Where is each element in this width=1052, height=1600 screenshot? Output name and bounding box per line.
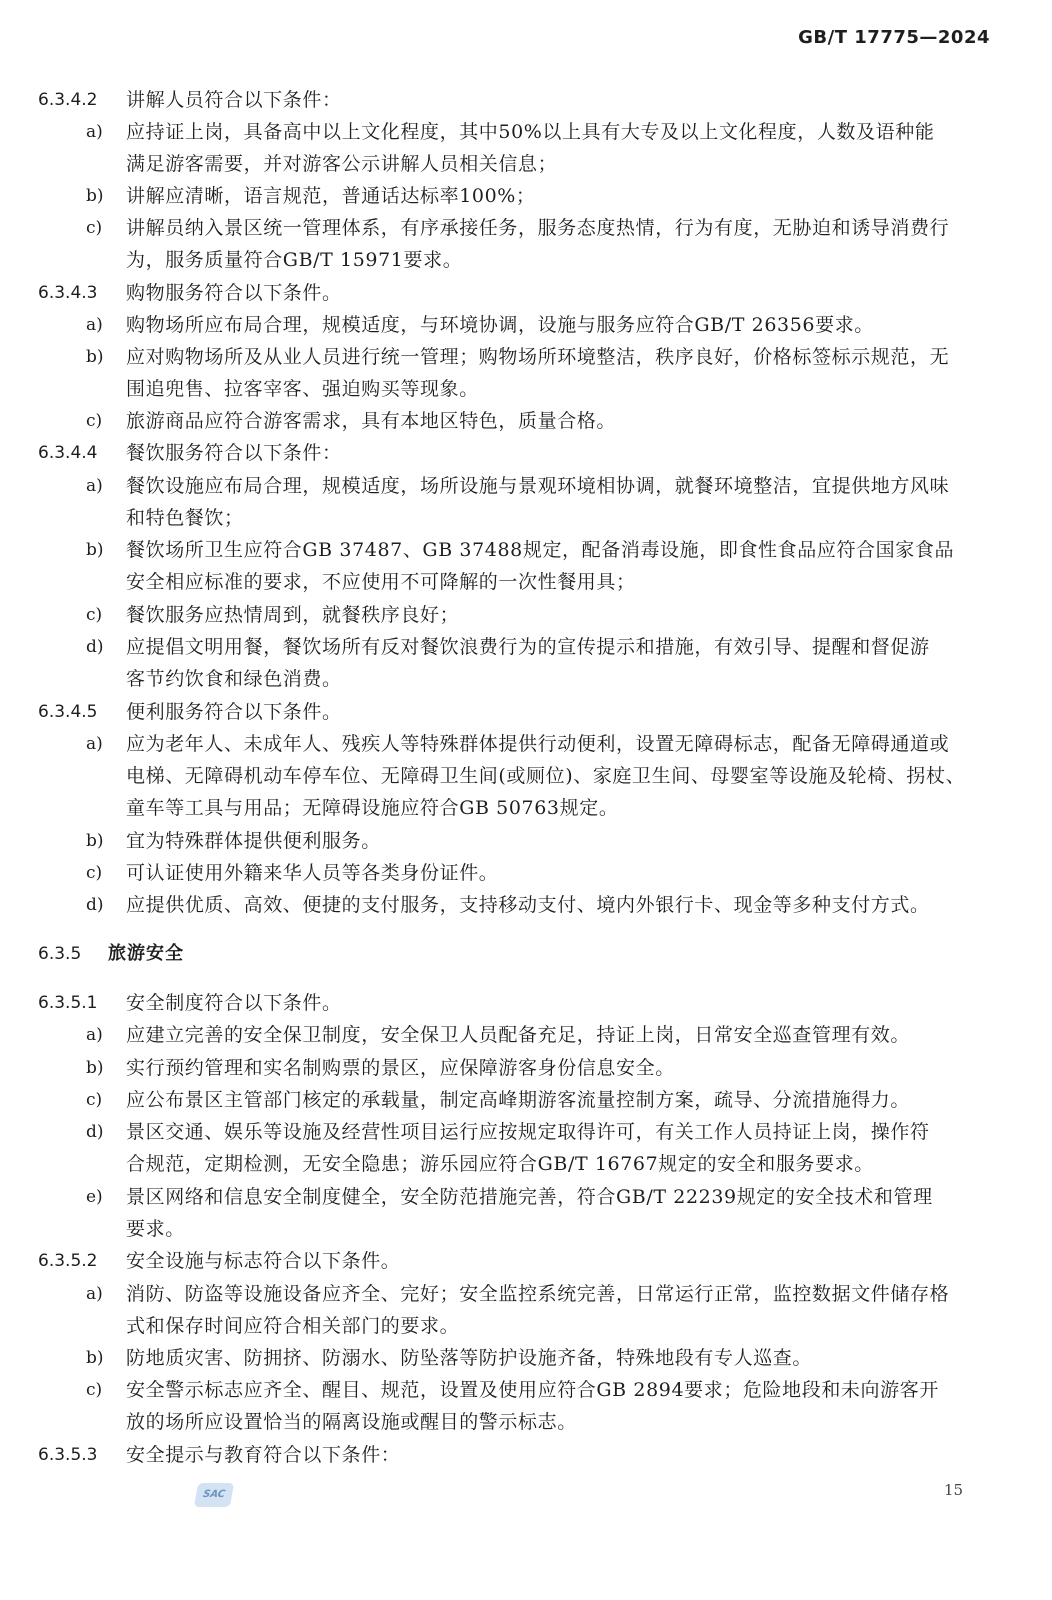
line-text: 旅游商品应符合游客需求，具有本地区特色，质量合格。 — [126, 410, 617, 432]
line-text: 安全设施与标志符合以下条件。 — [126, 1250, 401, 1272]
line-text: 便利服务符合以下条件。 — [126, 701, 342, 723]
clause-number: 6.3.4.4 — [38, 443, 98, 463]
list-item-line — [0, 1281, 1052, 1307]
standard-number-header: GB/T 17775—2024 — [798, 27, 990, 48]
clause-line — [0, 1442, 1052, 1468]
line-text: 应提倡文明用餐，餐饮场所有反对餐饮浪费行为的宣传提示和措施，有效引导、提醒和督促游 — [126, 636, 930, 658]
list-marker: a) — [86, 122, 103, 142]
line-text: 满足游客需要，并对游客公示讲解人员相关信息； — [126, 153, 558, 175]
line-text: 为，服务质量符合GB/T 15971要求。 — [126, 249, 463, 271]
list-marker: d) — [86, 1122, 104, 1142]
section-title: 旅游安全 — [108, 943, 184, 964]
line-text: 景区交通、娱乐等设施及经营性项目运行应按规定取得许可，有关工作人员持证上岗，操作符 — [126, 1121, 930, 1143]
line-text: 实行预约管理和实名制购票的景区，应保障游客身份信息安全。 — [126, 1057, 675, 1079]
line-text: 要求。 — [126, 1218, 185, 1240]
line-text: 防地质灾害、防拥挤、防溺水、防坠落等防护设施齐备，特殊地段有专人巡查。 — [126, 1347, 813, 1369]
clause-number: 6.3.4.5 — [38, 702, 98, 722]
line-text: 围追兜售、拉客宰客、强迫购买等现象。 — [126, 378, 479, 400]
list-item-line — [0, 312, 1052, 338]
line-text: 和特色餐饮； — [126, 507, 244, 529]
list-marker: a) — [86, 1284, 103, 1304]
list-marker: b) — [86, 1348, 104, 1368]
clause-line — [0, 280, 1052, 306]
line-text: 餐饮设施应布局合理，规模适度，场所设施与景观环境相协调，就餐环境整洁，宜提供地方风味 — [126, 475, 950, 497]
continuation-line — [0, 247, 1052, 273]
clause-line — [0, 990, 1052, 1016]
line-text: 购物服务符合以下条件。 — [126, 282, 342, 304]
line-text: 讲解员纳入景区统一管理体系，有序承接任务，服务态度热情，行为有度，无胁迫和诱导消费行 — [126, 217, 950, 239]
line-text: 应为老年人、未成年人、残疾人等特殊群体提供行动便利，设置无障碍标志，配备无障碍通道或 — [126, 733, 950, 755]
list-item-line — [0, 1345, 1052, 1371]
line-text: 安全制度符合以下条件。 — [126, 992, 342, 1014]
list-item-line — [0, 860, 1052, 886]
continuation-line — [0, 1151, 1052, 1177]
line-text: 应对购物场所及从业人员进行统一管理；购物场所环境整洁，秩序良好，价格标签标示规范，无 — [126, 346, 950, 368]
list-item-line — [0, 473, 1052, 499]
list-item-line — [0, 731, 1052, 757]
list-item-line — [0, 1022, 1052, 1048]
line-text: 景区网络和信息安全制度健全，安全防范措施完善，符合GB/T 22239规定的安全技术和管理 — [126, 1186, 933, 1208]
list-marker: b) — [86, 347, 104, 367]
list-item-line — [0, 119, 1052, 145]
list-item-line — [0, 892, 1052, 918]
list-marker: a) — [86, 315, 103, 335]
list-item-line — [0, 602, 1052, 628]
clause-number: 6.3.5 — [38, 944, 82, 964]
line-text: 安全相应标准的要求，不应使用不可降解的一次性餐用具； — [126, 571, 636, 593]
list-item-line — [0, 344, 1052, 370]
line-text: 式和保存时间应符合相关部门的要求。 — [126, 1315, 460, 1337]
line-text: 安全警示标志应齐全、醒目、规范，设置及使用应符合GB 2894要求；危险地段和未向游客开 — [126, 1379, 939, 1401]
list-marker: a) — [86, 734, 103, 754]
list-marker: c) — [86, 411, 103, 431]
clause-line — [0, 1248, 1052, 1274]
line-text: 讲解应清晰，语言规范，普通话达标率100%； — [126, 185, 536, 207]
list-item-line — [0, 828, 1052, 854]
line-text: 童车等工具与用品；无障碍设施应符合GB 50763规定。 — [126, 797, 619, 819]
list-marker: c) — [86, 605, 103, 625]
list-item-line — [0, 215, 1052, 241]
list-marker: a) — [86, 476, 103, 496]
line-text: 应公布景区主管部门核定的承载量，制定高峰期游客流量控制方案，疏导、分流措施得力。 — [126, 1089, 911, 1111]
line-text: 安全提示与教育符合以下条件： — [126, 1444, 401, 1466]
clause-number: 6.3.5.3 — [38, 1445, 98, 1465]
list-marker: d) — [86, 637, 104, 657]
line-text: 餐饮服务符合以下条件： — [126, 442, 342, 464]
continuation-line — [0, 376, 1052, 402]
line-text: 客节约饮食和绿色消费。 — [126, 668, 342, 690]
list-item-line — [0, 408, 1052, 434]
list-marker: c) — [86, 1090, 103, 1110]
list-item-line — [0, 634, 1052, 660]
section-heading — [0, 941, 1052, 967]
clause-line — [0, 699, 1052, 725]
continuation-line — [0, 763, 1052, 789]
list-item-line — [0, 183, 1052, 209]
list-item-line — [0, 537, 1052, 563]
line-text: 应持证上岗，具备高中以上文化程度，其中50%以上具有大专及以上文化程度，人数及语种能 — [126, 121, 935, 143]
list-marker: c) — [86, 218, 103, 238]
continuation-line — [0, 151, 1052, 177]
list-marker: b) — [86, 1058, 104, 1078]
clause-line — [0, 87, 1052, 113]
line-text: 宜为特殊群体提供便利服务。 — [126, 830, 381, 852]
list-item-line — [0, 1055, 1052, 1081]
sac-watermark-logo: SAC — [194, 1483, 234, 1507]
list-item-line — [0, 1087, 1052, 1113]
list-marker: b) — [86, 540, 104, 560]
list-item-line — [0, 1377, 1052, 1403]
clause-line — [0, 440, 1052, 466]
clause-number: 6.3.5.2 — [38, 1251, 98, 1271]
list-marker: a) — [86, 1025, 103, 1045]
line-text: 讲解人员符合以下条件： — [126, 89, 342, 111]
continuation-line — [0, 1409, 1052, 1435]
list-marker: e) — [86, 1187, 103, 1207]
continuation-line — [0, 505, 1052, 531]
continuation-line — [0, 1313, 1052, 1339]
line-text: 应建立完善的安全保卫制度，安全保卫人员配备充足，持证上岗，日常安全巡查管理有效。 — [126, 1024, 911, 1046]
line-text: 餐饮场所卫生应符合GB 37487、GB 37488规定，配备消毒设施，即食性食品应符合国家食品 — [126, 539, 955, 561]
line-text: 购物场所应布局合理，规模适度，与环境协调，设施与服务应符合GB/T 26356要求。 — [126, 314, 874, 336]
clause-number: 6.3.4.2 — [38, 90, 98, 110]
clause-number: 6.3.5.1 — [38, 993, 98, 1013]
list-marker: c) — [86, 1380, 103, 1400]
list-item-line — [0, 1184, 1052, 1210]
clause-number: 6.3.4.3 — [38, 283, 98, 303]
line-text: 电梯、无障碍机动车停车位、无障碍卫生间(或厕位)、家庭卫生间、母婴室等设施及轮椅、拐杖、 — [126, 765, 966, 787]
list-item-line — [0, 1119, 1052, 1145]
line-text: 可认证使用外籍来华人员等各类身份证件。 — [126, 862, 499, 884]
continuation-line — [0, 1216, 1052, 1242]
line-text: 合规范，定期检测，无安全隐患；游乐园应符合GB/T 16767规定的安全和服务要求。 — [126, 1153, 874, 1175]
list-marker: b) — [86, 831, 104, 851]
list-marker: b) — [86, 186, 104, 206]
page-number: 15 — [944, 1481, 964, 1499]
line-text: 应提供优质、高效、便捷的支付服务，支持移动支付、境内外银行卡、现金等多种支付方式。 — [126, 894, 930, 916]
line-text: 放的场所应设置恰当的隔离设施或醒目的警示标志。 — [126, 1411, 577, 1433]
line-text: 消防、防盗等设施设备应齐全、完好；安全监控系统完善，日常运行正常，监控数据文件储存格 — [126, 1283, 950, 1305]
continuation-line — [0, 569, 1052, 595]
list-marker: c) — [86, 863, 103, 883]
continuation-line — [0, 795, 1052, 821]
continuation-line — [0, 666, 1052, 692]
list-marker: d) — [86, 895, 104, 915]
line-text: 餐饮服务应热情周到，就餐秩序良好； — [126, 604, 460, 626]
